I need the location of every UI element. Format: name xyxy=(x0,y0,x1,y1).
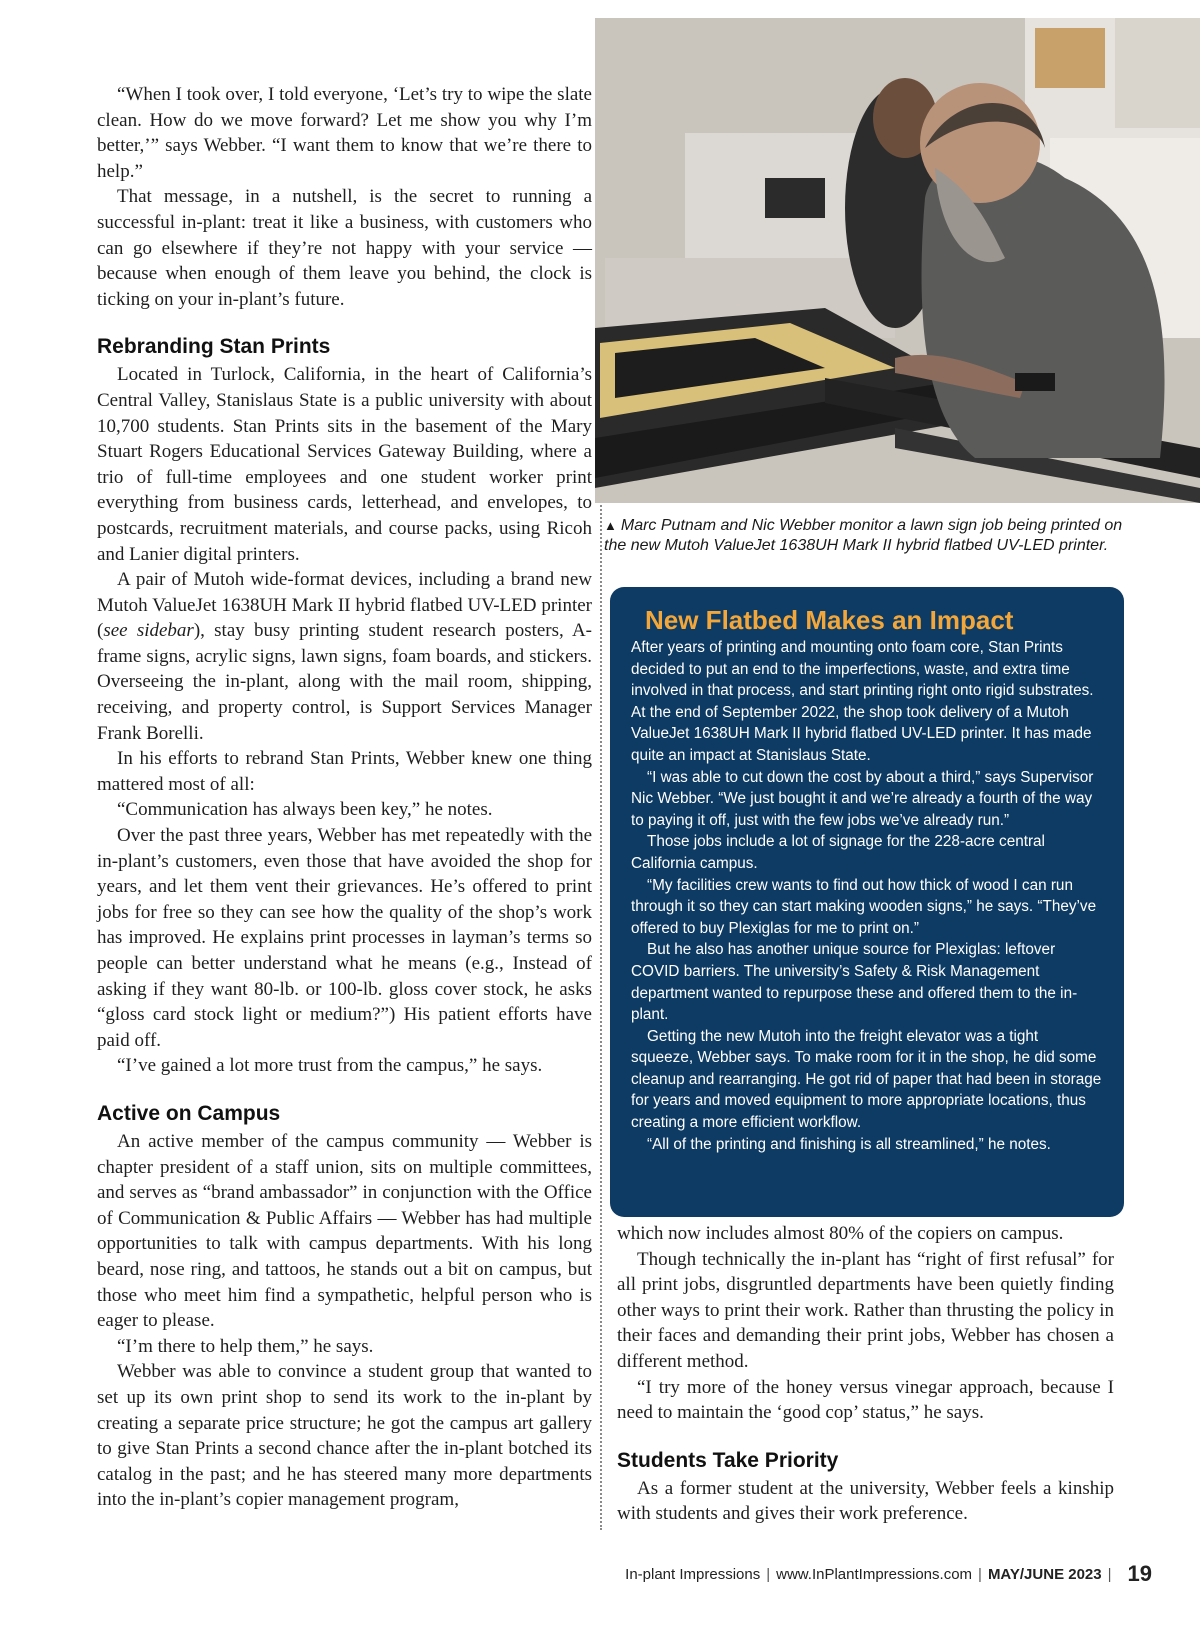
issue-date: MAY/JUNE 2023 xyxy=(987,1565,1102,1583)
body-paragraph: As a former student at the university, Webber feels a kinship with students and gives their work preference. xyxy=(617,1477,1114,1525)
body-paragraph: Located in Turlock, California, in the heart of California’s Central Valley, Stanislaus State is a public university with about 10,700 students. Stan Prints sits in the basement of the Mary Stuart Rogers Educational Services Gateway Building, where a trio of full-time employees and one student worker print everything from business cards, letterhead, and envelopes, to postcards, recruitment materials, and course packs, using Ricoh and Lanier digital printers. xyxy=(97,364,592,565)
publication-name: In-plant Impressions xyxy=(625,1565,761,1583)
body-paragraph: “When I took over, I told everyone, ‘Let’s try to wipe the slate clean. How do we move forward? Let me show you why I’m better,’” says Webber. “I want them to know that we’re there to help.” xyxy=(97,84,592,182)
photo-of-two-men-at-flatbed-printer-icon xyxy=(595,18,1200,503)
page-number: 19 xyxy=(1127,1561,1152,1586)
body-paragraph: Over the past three years, Webber has met repeatedly with the in-plant’s customers, even those that have avoided the shop for years, and let them vent their grievances. He’s offered to print jobs for free so they can see how the quality of the shop’s work has improved. He explains print processes in layman’s terms so people can better understand what he means (e.g., Instead of asking if they want 80-lb. or 100-lb. gloss cover stock, he asks “gloss card stock light or medium?”) His patient efforts have paid off. xyxy=(97,825,592,1051)
sidebar-title: New Flatbed Makes an Impact xyxy=(645,605,1014,635)
text-run: ), stay busy printing student research posters, A-frame signs, acrylic signs, lawn signs, foam boards, and stickers. Overseeing the in-plant, along with the mail room, shipping, receiving, and property control, is Support Services Manager Frank Borelli. xyxy=(97,620,593,744)
body-paragraph xyxy=(97,567,592,746)
section-heading: Rebranding Stan Prints xyxy=(97,335,331,359)
sidebar-paragraph: After years of printing and mounting onto foam core, Stan Prints decided to put an end to the imperfections, waste, and extra time involved in that process, and start printing right onto rigid substrates. At the end of September 2022, the shop took delivery of a Mutoh ValueJet 1638UH Mark II hybrid flatbed UV-LED printer. It has made quite an impact at Stanislaus State. xyxy=(631,639,1094,764)
sidebar-paragraph: “I was able to cut down the cost by about a third,” says Supervisor Nic Webber. “We just bought it and we’re already a fourth of the way to paying it off, just with the few jobs we’ve already run.” xyxy=(631,768,1094,829)
body-paragraph: “I’m there to help them,” he says. xyxy=(117,1335,374,1357)
sidebar-paragraph: But he also has another unique source for Plexiglas: leftover COVID barriers. The university’s Safety & Risk Management department wanted to repurpose these and offered them to the in-plant. xyxy=(631,941,1078,1024)
page-footer xyxy=(625,1561,1152,1587)
sidebar-paragraph: Those jobs include a lot of signage for the 228-acre central California campus. xyxy=(631,833,1045,872)
left-column xyxy=(97,82,592,1513)
footer-separator: | xyxy=(766,1565,771,1583)
body-paragraph: Though technically the in-plant has “right of first refusal” for all print jobs, disgruntled departments have been quietly finding other ways to print their work. Rather than thrusting the policy in their faces and demanding their print jobs, Webber has chosen a different method. xyxy=(617,1248,1114,1372)
photo-caption xyxy=(604,516,1144,556)
body-paragraph: Webber was able to convince a student group that wanted to set up its own print shop to send its work to the in-plant by creating a separate price structure; he got the campus art gallery to give Stan Prints a second chance after the in-plant botched its catalog in the past; and he has steered many more departments into the in-plant’s copier management program, xyxy=(97,1361,592,1511)
right-column xyxy=(617,1221,1114,1527)
caption-text: Marc Putnam and Nic Webber monitor a lawn sign job being printed on the new Mutoh ValueJet 1638UH Mark II hybrid flatbed UV-LED printer. xyxy=(604,517,1123,554)
website-link[interactable]: www.InPlantImpressions.com xyxy=(776,1565,973,1583)
body-paragraph: “I’ve gained a lot more trust from the campus,” he says. xyxy=(117,1055,543,1077)
section-heading: Students Take Priority xyxy=(617,1448,839,1472)
footer-separator: | xyxy=(1107,1565,1112,1583)
body-paragraph: “Communication has always been key,” he notes. xyxy=(117,799,493,821)
sidebar-paragraph: “My facilities crew wants to find out how thick of wood I can run through it so they can start making wooden signs,” he says. “They’ve offered to buy Plexiglas for me to print on.” xyxy=(631,876,1097,937)
sidebar-paragraph: Getting the new Mutoh into the freight elevator was a tight squeeze, Webber says. To make room for it in the shop, he did some cleanup and rearranging. He got rid of paper that had been in storage for years and moved equipment to more appropriate locations, thus creating a more efficient workflow. xyxy=(631,1027,1102,1132)
article-photo xyxy=(595,18,1200,503)
footer-separator: | xyxy=(978,1565,982,1583)
body-paragraph: “I try more of the honey versus vinegar approach, because I need to maintain the ‘good cop’ status,” he says. xyxy=(617,1376,1114,1424)
body-paragraph: An active member of the campus community — Webber is chapter president of a staff union, sits on multiple committees, and serves as “brand ambassador” in conjunction with the Office of Communication & Public Affairs — Webber has had multiple opportunities to talk with campus departments. With his long beard, nose ring, and tattoos, he stands out a bit on campus, but those who meet him find a sympathetic, helpful person who is eager to please. xyxy=(97,1130,592,1332)
sidebar-body xyxy=(631,637,1102,1155)
sidebar-box xyxy=(610,587,1124,1217)
triangle-up-icon: ▲ xyxy=(604,518,617,533)
text-run: A pair of Mutoh wide-format devices, including a brand new Mutoh ValueJet 1638UH Mark II hybrid flatbed UV-LED printer ( xyxy=(97,569,592,642)
section-heading: Active on Campus xyxy=(97,1101,281,1125)
body-paragraph: which now includes almost 80% of the copiers on campus. xyxy=(617,1223,1064,1244)
sidebar-reference: see sidebar xyxy=(103,620,194,642)
body-paragraph: That message, in a nutshell, is the secret to running a successful in-plant: treat it like a business, with customers who can go elsewhere if they’re not happy with your service — because when enough of them leave you behind, the clock is ticking on your in-plant’s future. xyxy=(97,186,592,310)
sidebar-paragraph: “All of the printing and finishing is all streamlined,” he notes. xyxy=(647,1135,1051,1153)
body-paragraph: In his efforts to rebrand Stan Prints, Webber knew one thing mattered most of all: xyxy=(97,748,592,795)
